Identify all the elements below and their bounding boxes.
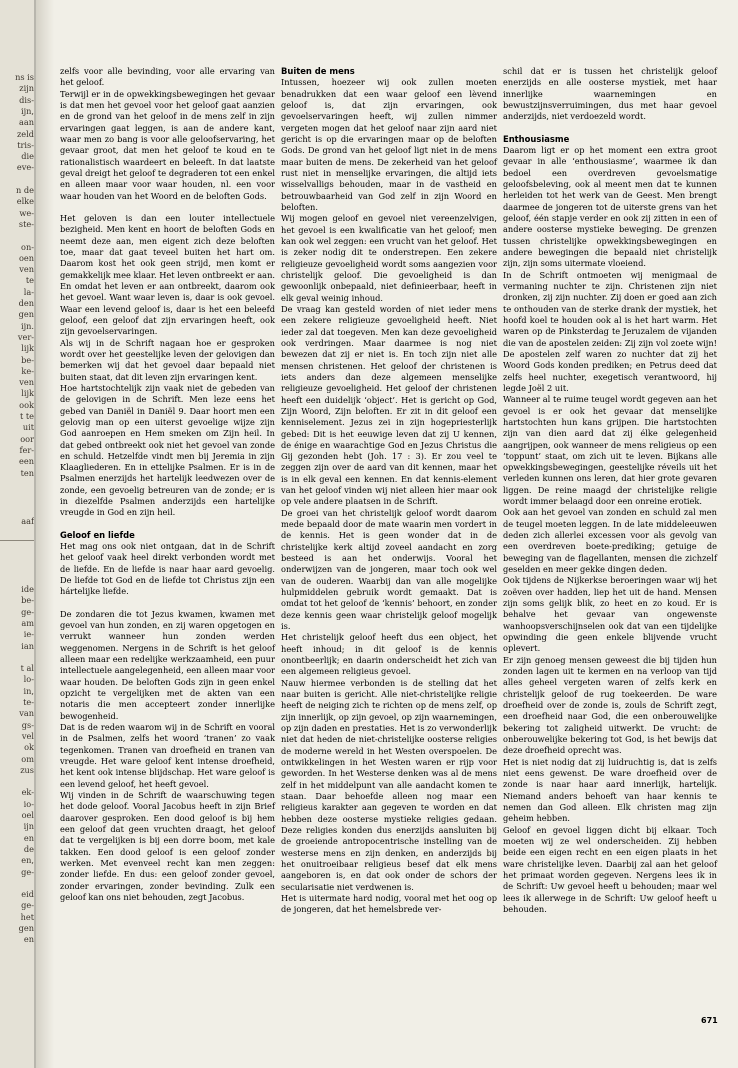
- column-2: [281, 66, 497, 916]
- previous-page-fragment: be-: [21, 595, 34, 606]
- previous-page-fragment: in,: [23, 685, 34, 696]
- paragraph: De groei van het christelijk geloof wordt daarom mede bepaald door de mate waarin men vordert in de kennis. Het is geen wonder dat in de christelijke kerk altijd zoveel aandacht en zorg besteed is aan het onderwijs. Vooral het onderwijzen van de jongeren, maar toch ook wel van de ouderen. Waarbij dan van alle mogelijke hulpmiddelen gebruik wordt gemaakt. Dat is omdat tot het geloof de ‘kennis’ behoort, en zonder deze kennis geen waar christelijk geloof mogelijk is.: [281, 507, 497, 632]
- paragraph: Het geloven is dan een louter intellectuele bezigheid. Men kent en hoort de beloften Gods en neemt deze aan, men eigent zich deze beloften toe, maar dat gaat teveel buiten het hart om. Daarom kost het ook geen strijd, men komt er gemakkelijk mee klaar. Het leven ontbreekt er aan. En omdat het leven er aan ontbreekt, daarom ook het gevoel. Want waar leven is, daar is ook gevoel. Waar een levend geloof is, daar is het een beleefd geloof, een geloof dat zijn ervaringen heeft, ook zijn gevoelservaringen.: [60, 212, 275, 337]
- previous-page-fragment: gen: [18, 309, 34, 320]
- paragraph: Het christelijk geloof heeft dus een object, het heeft inhoud; in dit geloof is de kennis onontbeerlijk; en daarin onderscheidt het zich van een algemeen religieus gevoel.: [281, 632, 497, 677]
- previous-page-fragment: eve-: [16, 162, 34, 173]
- page-number: 671: [701, 1016, 718, 1025]
- paragraph: Het is niet nodig dat zij luidruchtig is, dat is zelfs niet eens gewenst. De ware droefheid over de zonde is naar haar aard innerlijk, hartelijk. Niemand anders behoeft van haar kennis te nemen dan God alleen. Elk christen mag zijn geheim hebben.: [503, 756, 717, 824]
- paragraph: zelfs voor alle bevinding, voor alle ervaring van het geloof.: [60, 66, 275, 88]
- section-heading-enthousiasme: Enthousiasme: [503, 133, 570, 144]
- previous-page-fragment: gs-: [21, 719, 34, 730]
- section-heading-geloof-en-liefde: Geloof en liefde: [60, 529, 135, 540]
- paragraph: Ook tijdens de Nijkerkse beroeringen waar wij het zoëven over hadden, liep het uit de hand. Mensen zijn soms gelijk blik, zo heet en zo koud. Er is behalve het gevaar van ongewenste wanhoopsverschijnselen ook dat van een tijdelijke opwinding die geen enkele blijvende vrucht oplevert.: [503, 575, 717, 654]
- previous-page-fragment: zijn: [19, 83, 34, 94]
- section-heading-buiten-de-mens: Buiten de mens: [281, 66, 355, 76]
- paragraph: Als wij in de Schrift nagaan hoe er gesproken wordt over het geestelijke leven der gelovigen dan bemerken wij dat het gevoel daar bepaald niet buiten staat, dat dit leven zijn ervaringen kent.: [60, 337, 275, 382]
- previous-page-fragment: ide: [21, 584, 34, 594]
- previous-page-fragment: uit: [22, 422, 34, 433]
- previous-page-fragment: ge-: [21, 900, 34, 911]
- paragraph: Wij vinden in de Schrift de waarschuwing tegen het dode geloof. Vooral Jacobus heeft in zijn Brief daarover gesproken. Een dood geloof is bij hem een geloof dat geen vruchten draagt, het geloof dat te vergelijken is bij een dorre boom, met kale takken. Een dood geloof is een geloof zonder werken. Met evenveel recht kan men zeggen: zonder liefde. En dus: een geloof zonder gevoel, zonder ervaringen, zonder bevinding. Zulk een geloof kan ons niet behouden, zegt Jacobus.: [60, 790, 275, 902]
- previous-page-fragment: eid: [21, 889, 34, 900]
- paragraph: Terwijl er in de opwekkingsbewegingen het gevaar is dat men het gevoel voor het geloof gaat aanzien en de grond van het geloof in de mens zelf in zijn ervaringen gaat leggen, is aan de andere kant, waar men zo bang is voor alle geloofservaring, het gevaar groot, dat men het geloof te koud en te rationalistisch waardeert en beleeft. In dat laatste geval dreigt het geloof te degraderen tot een enkel en alleen maar voor waar houden, nl. een voor waar houden van het Woord en de beloften Gods.: [60, 88, 275, 201]
- previous-page-fragment: de: [23, 843, 34, 854]
- previous-page-fragment: ook: [19, 399, 34, 410]
- previous-page-fragment: ten: [20, 467, 34, 478]
- previous-page-fragment: van: [19, 708, 34, 719]
- column-1: [60, 66, 275, 903]
- previous-page-fragment: en: [23, 934, 34, 945]
- gutter-shadow: [36, 0, 54, 1068]
- previous-page-fragment: te: [25, 275, 34, 286]
- previous-page-fragment: en,: [21, 855, 34, 866]
- paragraph: Geloof en gevoel liggen dicht bij elkaar. Toch moeten wij ze wel onderscheiden. Zij hebben beide een eigen recht en een eigen plaats in het ware christelijke leven. Daarbij zal aan het geloof het primaat worden gegeven. Nergens lees ik in de Schrift: Uw gevoel heeft u behouden; maar wel lees ik allerwege in de Schrift: Uw geloof heeft u behouden.: [503, 824, 717, 914]
- previous-page-fragment: dis-: [19, 94, 34, 105]
- paragraph: In de Schrift ontmoeten wij menigmaal de vermaning nuchter te zijn. Christenen zijn niet dronken, zij zijn nuchter. Zij doen er goed aan zich te onthouden van de sterke drank der mystiek, het hoofd koel te houden ook al is het hart warm. Het waren op de Pinksterdag te Jeruzalem de vijanden die van de apostelen zeiden: Zij zijn vol zoete wijn! De apostelen zelf waren zo nuchter dat zij het Woord Gods konden prediken; en Petrus deed dat zelfs heel nuchter, exegetisch verantwoord, hij legde Joël 2 uit.: [503, 269, 717, 393]
- previous-page-fragment: en: [23, 832, 34, 843]
- previous-page-fragment: zus: [20, 764, 34, 775]
- previous-page-fragment: t te: [19, 411, 34, 421]
- previous-page-fragment: oor: [20, 433, 34, 444]
- paragraph: Ook aan het gevoel van zonden en schuld zal men de teugel moeten leggen. In de late middeleeuwen deden zich allerlei excessen voor als gevolg van een overdreven boete-prediking; getuige de beweging van de flagellanten, mensen die zichzelf geselden en meer gekke dingen deden.: [503, 507, 717, 575]
- previous-page-fragment: ste-: [18, 218, 34, 229]
- previous-page-fragment: n de: [16, 185, 34, 195]
- previous-page-fragment: lijk: [21, 343, 34, 354]
- previous-page-fragment: elke: [16, 196, 34, 207]
- previous-page-fragment: ke-: [21, 365, 34, 376]
- paragraph: Er zijn genoeg mensen geweest die bij tijden hun zonden lagen uit te kermen en na verloop van tijd alles geheel vergeten waren of zelfs kerk en christelijk geloof de rug toekeerden. De ware droefheid over de zonde is, zouls de Schrift zegt, een droefheid naar God, die een onberouwelijke bekering tot zaligheid uitwerkt. De vrucht: de onberouwelijke bekering tot God, is het bewijs dat deze droefheid oprecht was.: [503, 654, 717, 756]
- previous-page-fragment: ie-: [23, 629, 34, 640]
- paragraph: Wij mogen geloof en gevoel niet vereenzelvigen, het gevoel is een kwalificatie van het geloof; men kan ook wel zeggen: een vrucht van het geloof. Het is zeker nodig dit te onderstrepen. Een zekere religieuze gevoeligheid wordt soms aangezien voor christelijk geloof. Die gevoeligheid is dan gewoonlijk onbepaald, niet definieerbaar, heeft in elk geval weinig inhoud.: [281, 213, 497, 303]
- previous-page-fragment: om: [21, 753, 34, 764]
- previous-page-fragment: ven: [19, 377, 34, 388]
- previous-page-fragment: lijk: [21, 388, 34, 399]
- previous-page-fragment: io-: [23, 798, 34, 809]
- previous-page-fragment: on-: [21, 241, 34, 252]
- previous-page-fragment: be-: [21, 354, 34, 365]
- previous-page-fragment: ok: [24, 742, 34, 753]
- previous-page-fragment: ns is: [15, 72, 34, 82]
- previous-page-fragment: die: [21, 151, 34, 162]
- previous-page-fragment: we-: [19, 207, 34, 218]
- previous-page-fragment: ek-: [21, 787, 34, 798]
- paragraph: Dat is de reden waarom wij in de Schrift en vooral in de Psalmen, zelfs het woord ‘tranen’ zo vaak tegenkomen. Tranen van droefheid en tranen van vreugde. Het ware geloof kent intense droefheid, het kent ook intense blijdschap. Het ware geloof is een levend geloof, het heeft gevoel.: [60, 722, 275, 789]
- previous-page-fragment: lo-: [23, 674, 34, 685]
- previous-page-fragment: vel: [21, 730, 34, 741]
- paragraph: Het is uitermate hard nodig, vooral met het oog op de jongeren, dat het hemelsbrede ver-: [281, 892, 497, 915]
- previous-page-fragment: aaf: [21, 516, 34, 526]
- previous-page-fragment: ven: [19, 264, 34, 275]
- paragraph: Intussen, hoezeer wij ook zullen moeten benadrukken dat een waar geloof een lèvend geloof is, dat zijn ervaringen, ook gevoelservaringen heeft, wij zullen nimmer vergeten mogen dat het geloof naar zijn aard niet gericht is op die ervaringen maar op de beloften Gods. De grond van het geloof ligt niet in de mens maar buiten de mens. De zekerheid van het geloof rust niet in menselijke ervaringen, die altijd iets wisselvalligs behouden, maar in de vastheid en betrouwbaarheid van God zelf in zijn Woord en beloften.: [281, 77, 497, 212]
- paragraph: De zondaren die tot Jezus kwamen, kwamen met gevoel van hun zonden, en zij waren opgetogen en verrukt wanneer hun zonden werden weggenomen. Nergens in de Schrift is het geloof alleen maar een redelijke werkzaamheid, een puur intellectuele aangelegenheid, een alleen maar voor waar houden. De beloften Gods zijn in geen enkel opzicht te vergelijken met de akten van een notaris die men accepteert zonder innerlijke bewogenheid.: [60, 608, 275, 721]
- previous-page-fragment: am: [21, 617, 34, 628]
- previous-page-edge: [0, 0, 34, 1068]
- previous-page-fragment: t al: [20, 663, 34, 674]
- previous-page-fragment: aan: [18, 117, 34, 128]
- paragraph: De vraag kan gesteld worden of niet ieder mens een zekere religieuze gevoeligheid heeft. Niet ieder zal dat toegeven. Men kan deze gevoeligheid ook verdringen. Maar daarmee is nog niet bewezen dat zij er niet is. En toch zijn niet alle mensen christenen. Het geloof der christenen is iets anders dan deze algemeen menselijke religieuze gevoeligheid. Het geloof der christenen heeft een duidelijk ‘object’. Het is gericht op God, Zijn Woord, Zijn beloften. Er zit in dit geloof een kenniselement. Jezus zei in zijn hogepriesterlijk gebed: Dit is het eeuwige leven dat zij U kennen, de énige en waarachtige God en Jezus Christus die Gij gezonden hebt (Joh. 17 : 3). Er zou veel te zeggen zijn over de aard van dit kennen, maar het is in elk geval een kennen. En dat kennis-element van het geloof vinden wij niet alleen hier maar ook op vele andere plaatsen in de Schrift.: [281, 303, 497, 507]
- previous-page-fragment: een: [19, 456, 34, 467]
- paragraph: schil dat er is tussen het christelijk geloof enerzijds en alle oosterse mystiek, met haar innerlijke waarnemingen en bewustzijnsverruimingen, dus met haar gevoel anderzijds, niet verdoezeld wordt.: [503, 66, 717, 122]
- previous-page-fragment: ver-: [17, 331, 34, 342]
- paragraph: Wanneer al te ruime teugel wordt gegeven aan het gevoel is er ook het gevaar dat menselijke hartstochten hun kans grijpen. Die hartstochten zijn van dien aard dat zij élke gelegenheid aangrijpen, ook wanneer de mens religieus op een ‘toppunt’ staat, om zich uit te leven. Bijkans alle opwekkingsbewegingen, geestelijke réveils uit het verleden kunnen ons leren, dat hier grote gevaren liggen. De reine maagd der christelijke religie wordt immer belaagd door een onreine erotiek.: [503, 394, 717, 507]
- previous-page-fragment: den: [18, 298, 34, 308]
- paragraph: Hoe hartstochtelijk zijn vaak niet de gebeden van de gelovigen in de Schrift. Men leze eens het gebed van Daniël in Daniël 9. Daar hoort men een gelovig man op een uiterst gevoelige wijze zijn God aanroepen en Hem smeken om Zijn heil. In dat gebed ontbreekt ook niet het gevoel van zonde en schuld. Hetzelfde vindt men bij Jeremia in zijn Klaagliederen. En in ettelijke Psalmen. Er is in de Psalmen enerzijds het hartelijk leedwezen over de zonde, een gevoelig betreuren van de zonde; er is in diezelfde Psalmen anderzijds een hartelijke vreugde in God en zijn heil.: [60, 382, 275, 518]
- previous-page-rule: [0, 540, 34, 541]
- previous-page-fragment: zeld: [16, 128, 34, 139]
- previous-page-fragment: te-: [23, 697, 34, 707]
- paragraph: Het mag ons ook niet ontgaan, dat in de Schrift het geloof vaak heel direkt verbonden wordt met de liefde. En de liefde is naar haar aard gevoelig. De liefde tot God en de liefde tot Christus zijn een hártelijke liefde.: [60, 541, 275, 597]
- paragraph: Daarom ligt er op het moment een extra groot gevaar in alle ‘enthousiasme’, waarmee ik dan bedoel een overdreven gevoelsmatige geloofsbeleving, ook al meent men dat te kunnen herleiden tot het werk van de Geest. Men brengt daarmee de jongeren tot de uiterste grens van het geloof, één stapje verder en ook zij zitten in een of andere oosterse mystieke beweging. De grenzen tussen christelijke opwekkingsbewegingen en andere bewegingen die bepaald niet christelijk zijn, zijn soms uitermate vloeiend.: [503, 144, 717, 269]
- previous-page-fragment: ian: [21, 640, 34, 651]
- previous-page-fragment: ge-: [21, 606, 34, 617]
- previous-page-fragment: fer-: [19, 444, 34, 455]
- previous-page-fragment: oel: [21, 810, 34, 820]
- previous-page-fragment: ijn: [23, 821, 34, 832]
- previous-page-fragment: oen: [18, 252, 34, 263]
- previous-page-fragment: gen: [18, 923, 34, 933]
- previous-page-fragment: ijn.: [20, 320, 34, 331]
- previous-page-fragment: ijn,: [20, 105, 34, 116]
- previous-page-fragment: tris-: [17, 139, 34, 150]
- previous-page-fragment: het: [20, 911, 34, 922]
- previous-page-fragment: la-: [23, 286, 34, 297]
- column-3: [503, 66, 717, 915]
- paragraph: Nauw hiermee verbonden is de stelling dat het naar buiten is gericht. Alle niet-christelijke religie heeft de neiging zich te richten op de mens zelf, op zijn innerlijk, op zijn gevoel, op zijn waarnemingen, op zijn daden en prestaties. Het is zo verwonderlijk niet dat heden de niet-christelijke oosterse religies de moderne wereld in het Westen overspoelen. De ontwikkelingen in het Westen waren er rijp voor geworden. In het Westerse denken was al de mens zelf in het middelpunt van alle aandacht komen te staan. Daar behoefde alleen nog maar een religieus karakter aan gegeven te worden en dat hebben deze oosterse mystieke religies gedaan. Deze religies konden dus enerzijds aansluiten bij de groeiende antropocentrische instelling van de westerse mens en zijn denken, en anderzijds bij het onuitroeibaar religieus besef dat elk mens aangeboren is, en dat ook onder de schors der secularisatie niet verdwenen is.: [281, 677, 497, 892]
- previous-page-fragment: ge-: [21, 866, 34, 877]
